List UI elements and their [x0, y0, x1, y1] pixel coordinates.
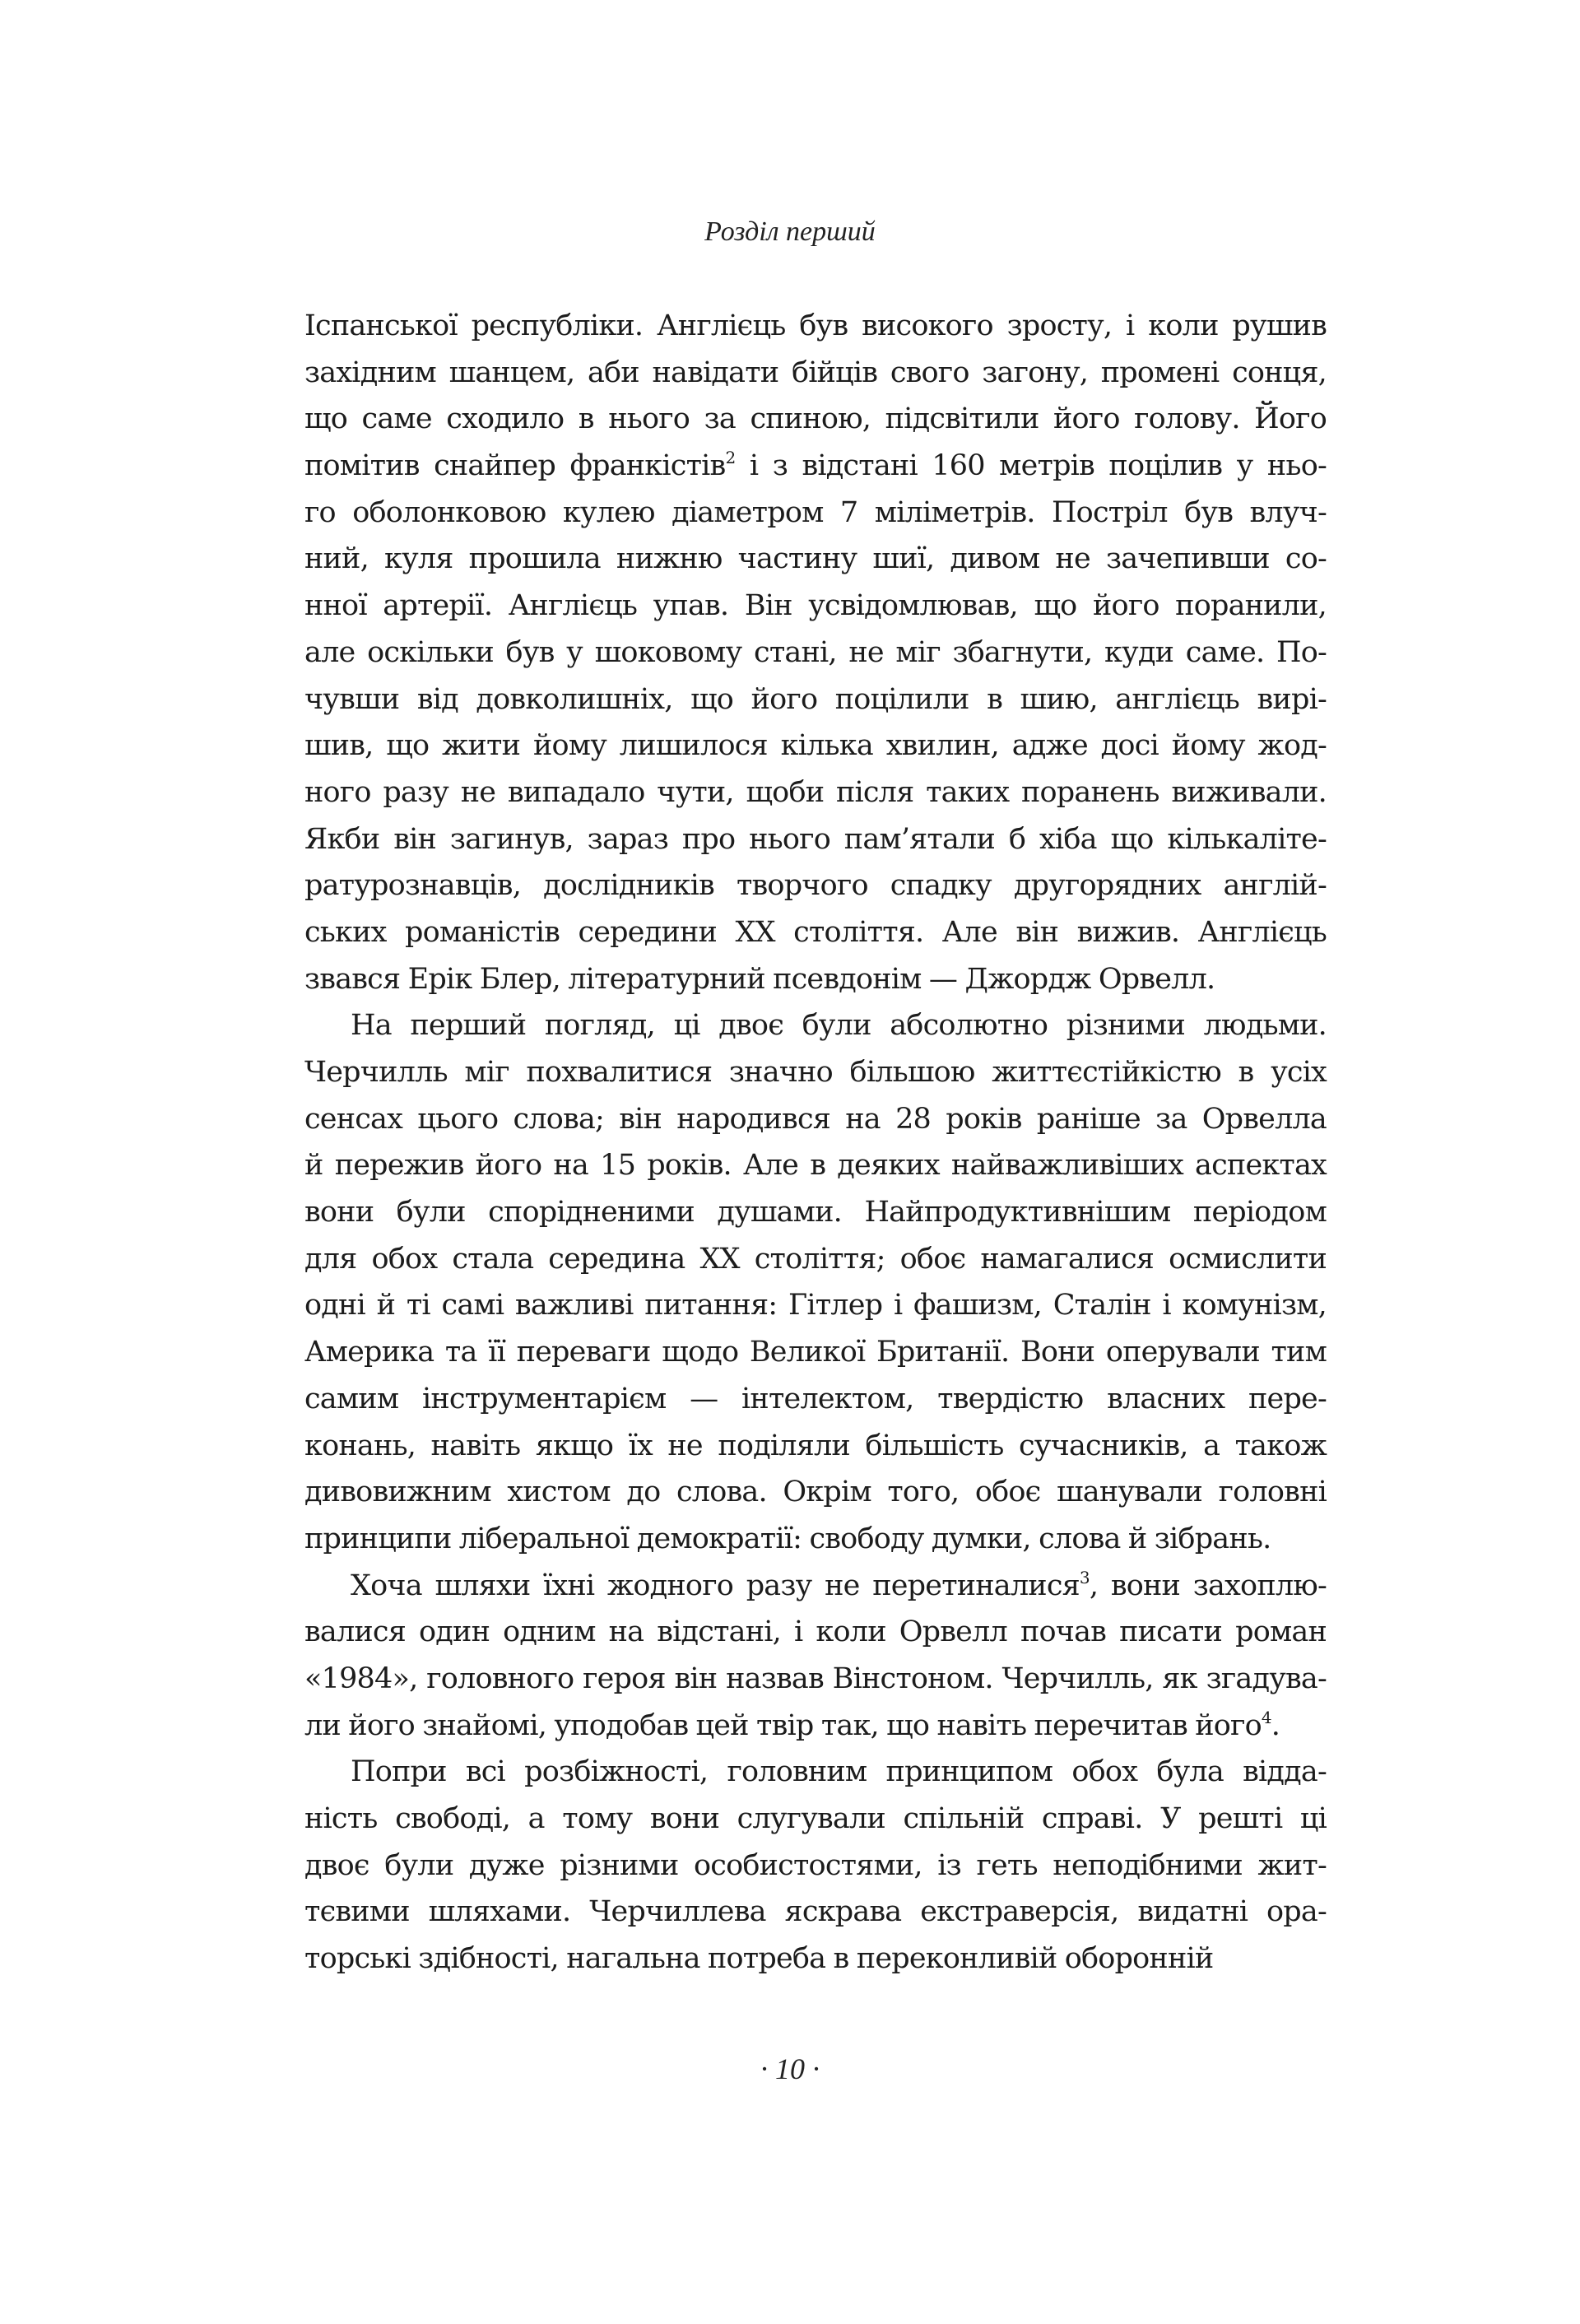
text-line: Америка та її переваги щодо Великої Британії. Вони оперували тим	[304, 1336, 1327, 1369]
text-line: ратурознавців, дослідників творчого спадку другорядних англій-	[304, 869, 1327, 903]
line-segment: ли його знайомі, уподобав цей твір так, що навіть перечитав його	[304, 1708, 1262, 1742]
paragraph-4	[304, 1749, 1327, 1982]
text-line: Попри всі розбіжності, головним принципом обох була відда-	[351, 1755, 1327, 1789]
text-line: для обох стала середина XX століття; обоє намагалися осмислити	[304, 1242, 1327, 1276]
line-segment: .	[1271, 1708, 1280, 1742]
page-number: · 10 ·	[760, 2052, 820, 2085]
text-line: принципи ліберальної демократії: свободу думки, слова й зібрань.	[304, 1522, 1271, 1555]
text-line: валися один одним на відстані, і коли Орвелл почав писати роман	[304, 1615, 1327, 1649]
text-line: дивовижним хистом до слова. Окрім того, обоє шанували головні	[304, 1476, 1327, 1509]
text-line: вони були спорідненими душами. Найпродуктивнішим періодом	[304, 1196, 1327, 1229]
footnote-ref-4[interactable]: 4	[1261, 1707, 1271, 1727]
text-line: торські здібності, нагальна потреба в переконливій оборонній	[304, 1942, 1214, 1976]
text-line: чувши від довколишніх, що його поцілили в шию, англієць вирі-	[304, 682, 1327, 716]
text-line: Іспанської республіки. Англієць був високого зросту, і коли рушив	[304, 309, 1327, 342]
paragraph-2	[304, 1002, 1327, 1562]
text-line: ного разу не випадало чути, щоби після таких поранень виживали.	[304, 775, 1327, 809]
paragraph-3	[304, 1563, 1327, 1750]
footnote-ref-2[interactable]: 2	[725, 448, 736, 468]
text-line: нної артерії. Англієць упав. Він усвідомлював, що його поранили,	[304, 589, 1327, 623]
body-text	[304, 303, 1327, 1982]
footnote-ref-3[interactable]: 3	[1079, 1567, 1090, 1587]
text-line: На перший погляд, ці двоє були абсолютно різними людьми.	[351, 1009, 1327, 1043]
text-line: конань, навіть якщо їх не поділяли більшість сучасників, а також	[304, 1429, 1327, 1462]
text-line: одні й ті самі важливі питання: Гітлер і фашизм, Сталін і комунізм,	[304, 1289, 1327, 1322]
text-line: Черчилль міг похвалитися значно більшою життєстійкістю в усіх	[304, 1056, 1327, 1089]
line-segment: Хоча шляхи їхні жодного разу не перетиналися	[351, 1569, 1080, 1602]
text-line	[304, 1703, 1327, 1750]
text-line: Якби він загинув, зараз про нього пам’ятали б хіба що кількаліте-	[304, 822, 1327, 856]
text-line: ний, куля прошила нижню частину шиї, дивом не зачепивши со-	[304, 542, 1327, 576]
text-line: ських романістів середини XX століття. Але він вижив. Англієць	[304, 915, 1327, 949]
text-line: самим інструментарієм — інтелектом, твердістю власних пере-	[304, 1382, 1327, 1415]
text-line: «1984», головного героя він назвав Вінстоном. Черчилль, як згадува-	[304, 1662, 1327, 1695]
text-line: тєвими шляхами. Черчиллева яскрава екстраверсія, видатні ора-	[304, 1895, 1327, 1929]
text-line: двоє були дуже різними особистостями, із геть неподібними жит-	[304, 1848, 1327, 1882]
text-line: ність свободі, а тому вони слугували спільній справі. У решті ці	[304, 1802, 1327, 1835]
text-line	[304, 1563, 1327, 1610]
text-line: що саме сходило в нього за спиною, підсвітили його голову. Його	[304, 402, 1327, 436]
line-segment: , вони захоплю-	[1089, 1569, 1327, 1602]
line-segment: помітив снайпер франкістів	[304, 449, 726, 483]
text-line	[304, 443, 1327, 490]
text-line: західним шанцем, аби навідати бійців свого загону, промені сонця,	[304, 356, 1327, 389]
text-line: й пережив його на 15 років. Але в деяких найважливіших аспектах	[304, 1149, 1327, 1183]
text-line: шив, що жити йому лишилося кілька хвилин, адже досі йому жод-	[304, 729, 1327, 763]
text-line: го оболонковою кулею діаметром 7 міліметрів. Постріл був влуч-	[304, 495, 1327, 529]
paragraph-1	[304, 303, 1327, 1002]
line-segment: і з відстані 160 метрів поцілив у ньо-	[735, 449, 1327, 483]
running-head: Розділ перший	[704, 216, 876, 247]
text-line: сенсах цього слова; він народився на 28 років раніше за Орвелла	[304, 1102, 1327, 1136]
text-line: але оскільки був у шоковому стані, не міг збагнути, куди саме. По-	[304, 635, 1327, 669]
text-line: звався Ерік Блер, літературний псевдонім — Джордж Орвелл.	[304, 962, 1215, 996]
